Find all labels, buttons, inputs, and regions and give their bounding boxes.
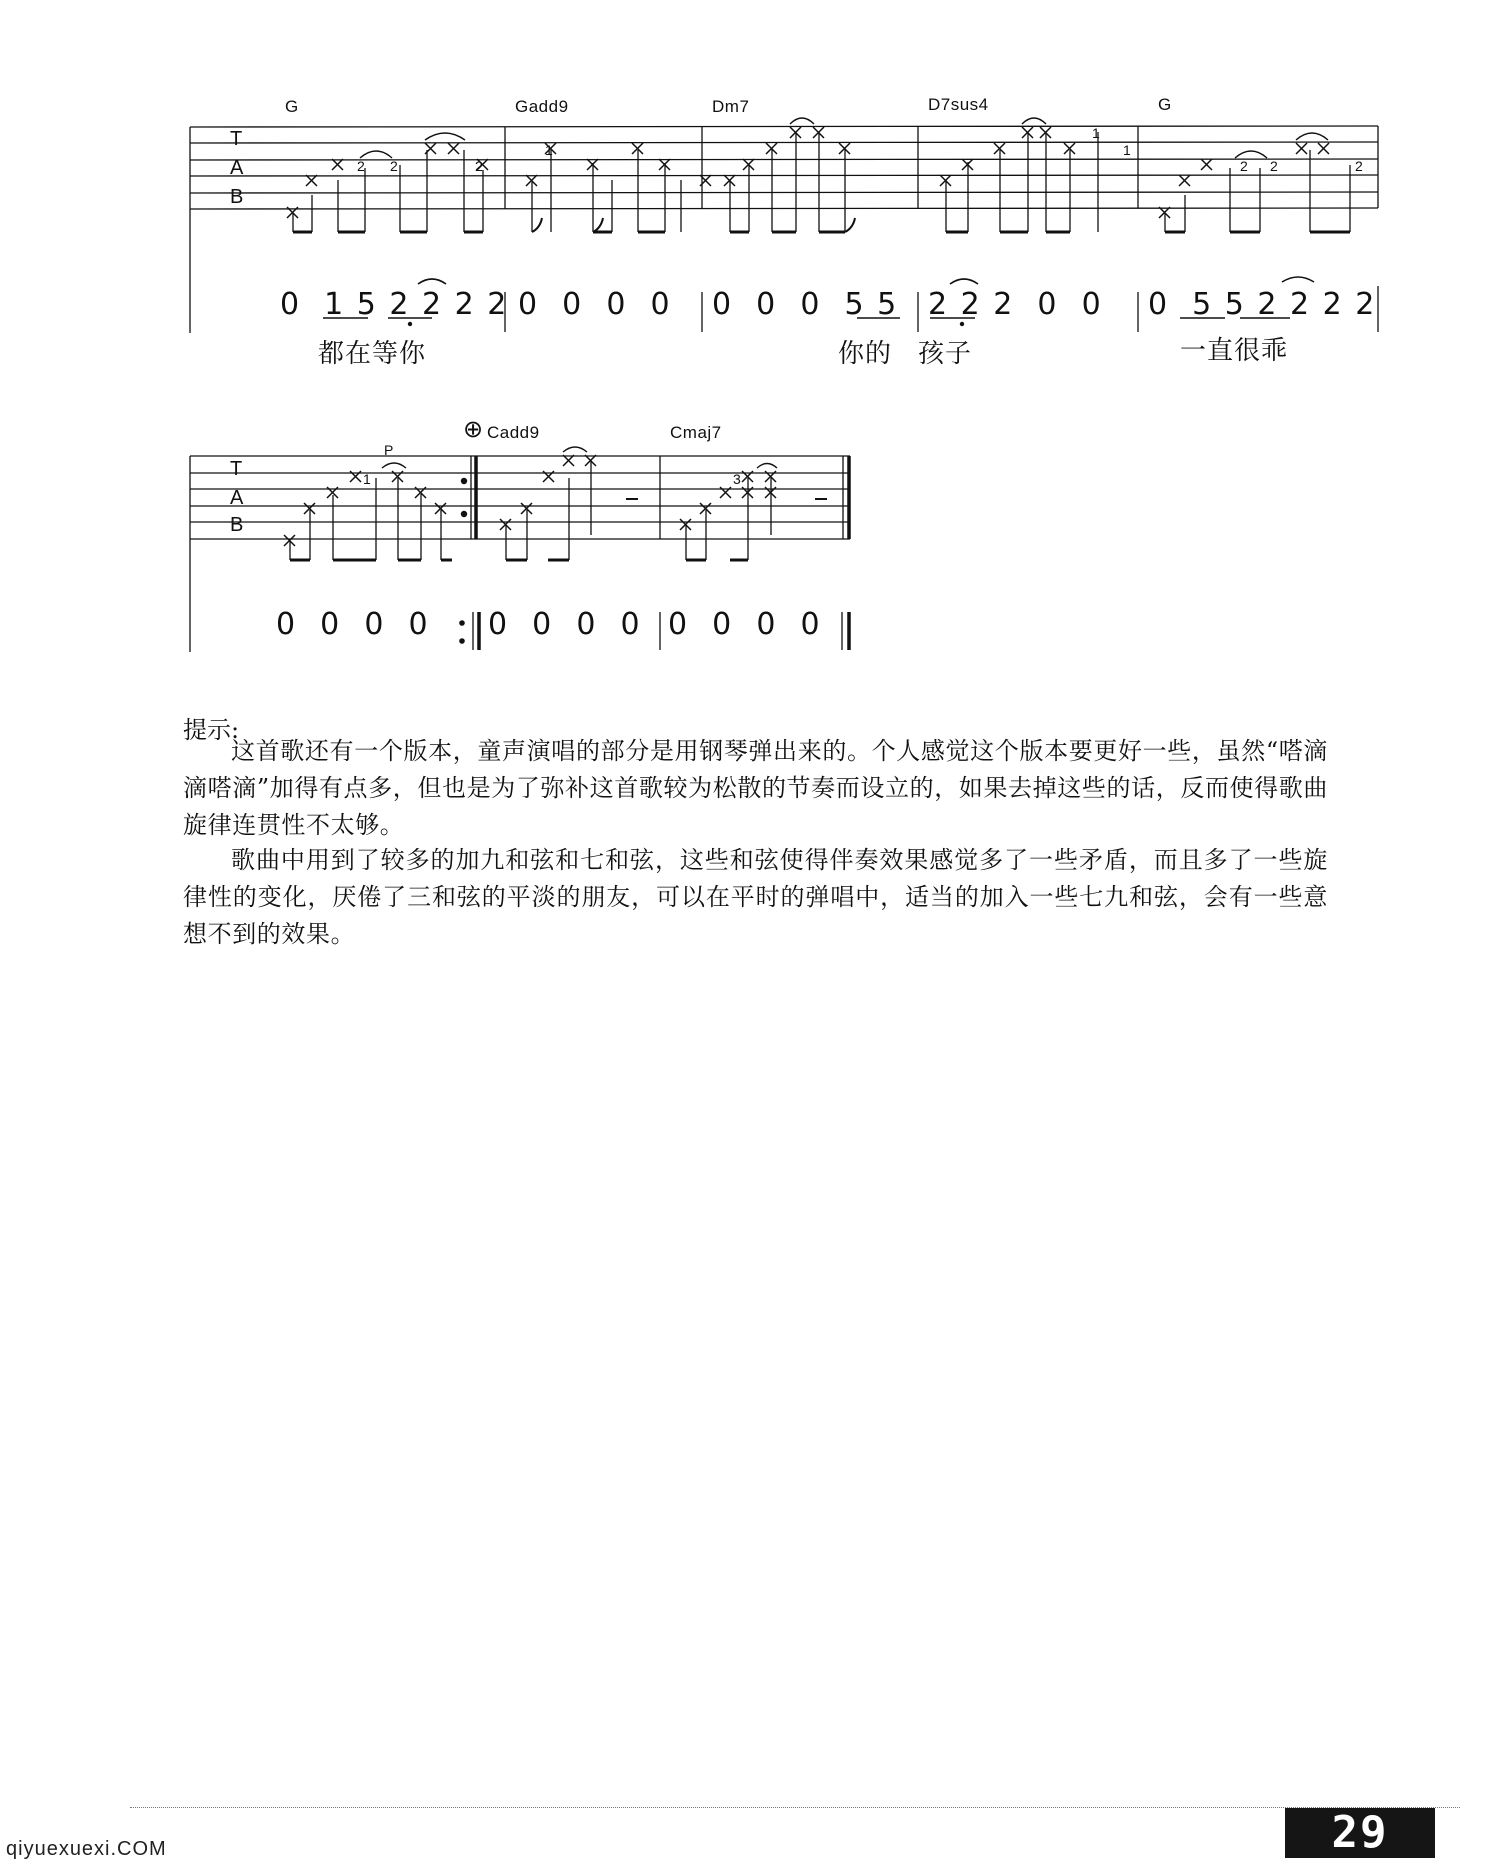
tab-letter: B [230,186,244,208]
jianpu-measure: 2 2 2 0 0 [928,287,1103,322]
lyric: 孩子 [918,339,973,369]
jianpu-measure: 0 5 5 2 2 2 2 [1148,287,1377,322]
page-number: 29 [1285,1808,1435,1858]
svg-text:2: 2 [1355,158,1363,174]
tab-letter: A [230,157,244,179]
chord-label: Gadd9 [515,97,569,116]
svg-text:2: 2 [1270,158,1278,174]
jianpu-measure: 0 0 0 0 [518,287,672,322]
coda-icon: ⊕ [463,416,484,443]
tab-staff-2 [0,0,1500,700]
jianpu-measure: 0 0 0 0 [276,607,430,642]
footer-rule [130,1807,1460,1808]
technique-mark: P [384,442,394,458]
tips-label: 提示: [183,716,240,744]
tab-letter: A [230,487,244,509]
chord-label: Cmaj7 [670,423,722,442]
chord-label: Dm7 [712,97,750,116]
tab-letter: B [230,514,244,536]
lyric: 都在等你 [318,339,427,369]
svg-text:3: 3 [733,471,741,487]
tips-paragraph: 歌曲中用到了较多的加九和弦和七和弦，这些和弦使得伴奏效果感觉多了一些矛盾，而且多了一些旋律性的变化，厌倦了三和弦的平淡的朋友，可以在平时的弹唱中，适当的加入一些七九和弦，会有一些意想不到的效果。 [183,846,1328,948]
tab-letter: T [230,458,243,480]
svg-text:2: 2 [357,158,365,174]
svg-text:1: 1 [1092,125,1100,141]
tips-paragraph: 这首歌还有一个版本，童声演唱的部分是用钢琴弹出来的。个人感觉这个版本要更好一些，虽然“嗒滴滴嗒滴”加得有点多，但也是为了弥补这首歌较为松散的节奏而设立的，如果去掉这些的话，反而使得歌曲旋律连贯性不太够。 [183,737,1328,839]
svg-text:1: 1 [363,471,371,487]
jianpu-measure: 0 1 5 2 2 2 2 [280,287,509,322]
jianpu-measure: 0 0 0 0 [488,607,642,642]
jianpu-measure: 0 0 0 5 5 [712,287,899,322]
chord-label: Cadd9 [487,423,540,442]
lyric: 一直很乖 [1180,336,1289,366]
chord-label: G [285,97,299,116]
jianpu-measure: 0 0 0 0 [668,607,822,642]
svg-text:2: 2 [1240,158,1248,174]
svg-text:2: 2 [390,158,398,174]
site-watermark: qiyuexuexi.COM [6,1838,167,1860]
chord-label: D7sus4 [928,95,989,114]
svg-text:1: 1 [545,142,553,158]
lyric: 你的 [838,339,893,369]
svg-text:2: 2 [475,158,483,174]
chord-label: G [1158,95,1172,114]
tab-letter: T [230,128,243,150]
svg-text:1: 1 [1123,142,1131,158]
